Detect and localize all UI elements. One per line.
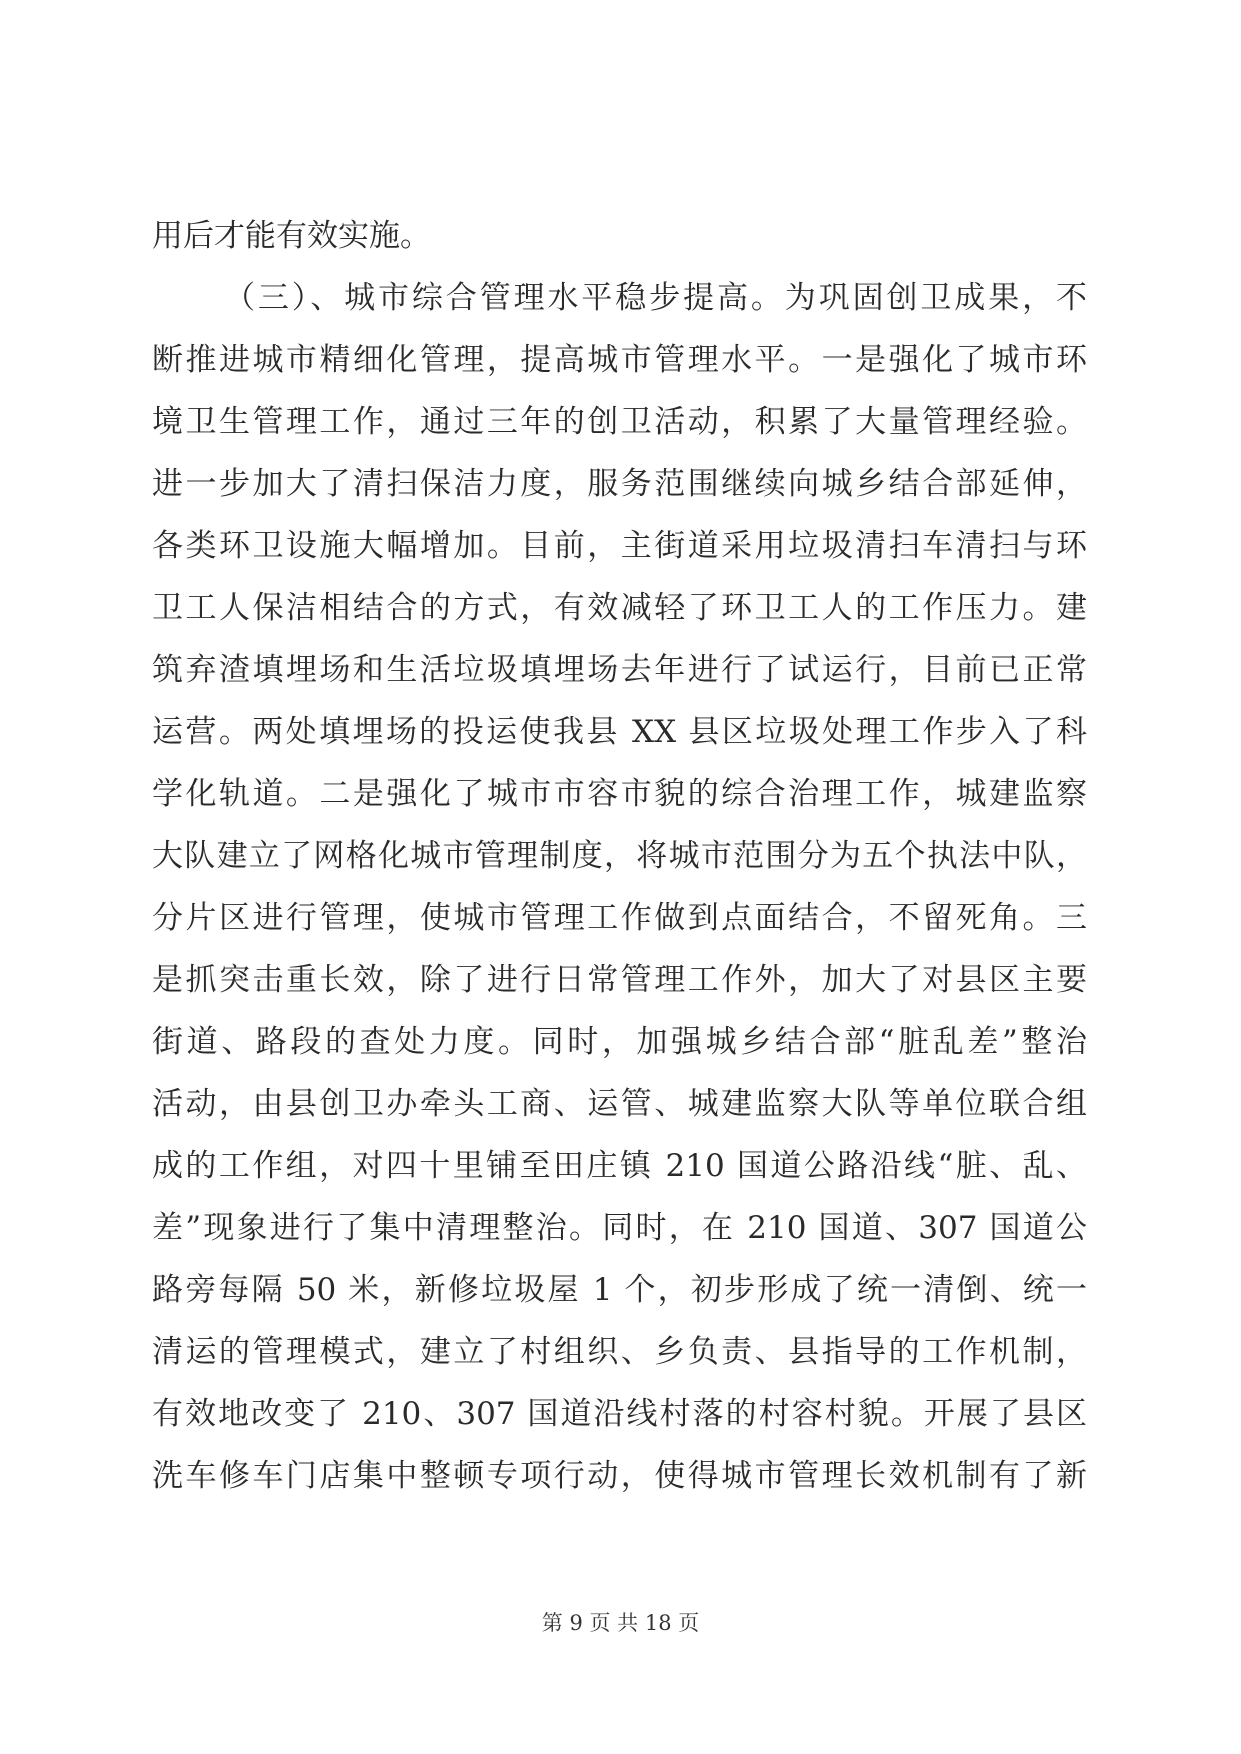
text-line: 筑弃渣填埋场和生活垃圾填埋场去年进行了试运行，目前已正常 <box>152 652 1087 688</box>
text-line: 分片区进行管理，使城市管理工作做到点面结合，不留死角。三 <box>152 900 1087 936</box>
text-line: 进一步加大了清扫保洁力度，服务范围继续向城乡结合部延伸， <box>152 466 1087 502</box>
text-line: 卫工人保洁相结合的方式，有效减轻了环卫工人的工作压力。建 <box>152 590 1087 626</box>
text-line: 大队建立了网格化城市管理制度，将城市范围分为五个执法中队， <box>152 838 1087 874</box>
text-line: 学化轨道。二是强化了城市市容市貌的综合治理工作，城建监察 <box>152 776 1087 812</box>
text-line: 街道、路段的查处力度。同时，加强城乡结合部“脏乱差”整治 <box>152 1024 1087 1060</box>
text-line: 路旁每隔 50 米，新修垃圾屋 1 个，初步形成了统一清倒、统一 <box>152 1272 1087 1308</box>
text-line: 清运的管理模式，建立了村组织、乡负责、县指导的工作机制， <box>152 1334 1087 1370</box>
text-line: 有效地改变了 210、307 国道沿线村落的村容村貌。开展了县区 <box>152 1396 1087 1432</box>
text-line: 各类环卫设施大幅增加。目前，主街道采用垃圾清扫车清扫与环 <box>152 528 1087 564</box>
text-line: 用后才能有效实施。 <box>152 218 431 254</box>
page-number-footer: 第 9 页 共 18 页 <box>541 1611 700 1635</box>
section-heading-line: （三）、城市综合管理水平稳步提高。为巩固创卫成果，不 <box>224 280 1087 316</box>
text-line: 是抓突击重长效，除了进行日常管理工作外，加大了对县区主要 <box>152 962 1087 998</box>
text-line: 断推进城市精细化管理，提高城市管理水平。一是强化了城市环 <box>152 342 1087 378</box>
text-line: 活动，由县创卫办牵头工商、运管、城建监察大队等单位联合组 <box>152 1086 1087 1122</box>
body-text <box>152 205 1087 1507</box>
text-line: 成的工作组，对四十里铺至田庄镇 210 国道公路沿线“脏、乱、 <box>152 1148 1087 1184</box>
text-line: 境卫生管理工作，通过三年的创卫活动，积累了大量管理经验。 <box>152 404 1087 440</box>
text-line: 差”现象进行了集中清理整治。同时，在 210 国道、307 国道公 <box>152 1210 1087 1246</box>
text-line: 洗车修车门店集中整顿专项行动，使得城市管理长效机制有了新 <box>152 1458 1087 1494</box>
text-line: 运营。两处填埋场的投运使我县 XX 县区垃圾处理工作步入了科 <box>152 714 1087 750</box>
